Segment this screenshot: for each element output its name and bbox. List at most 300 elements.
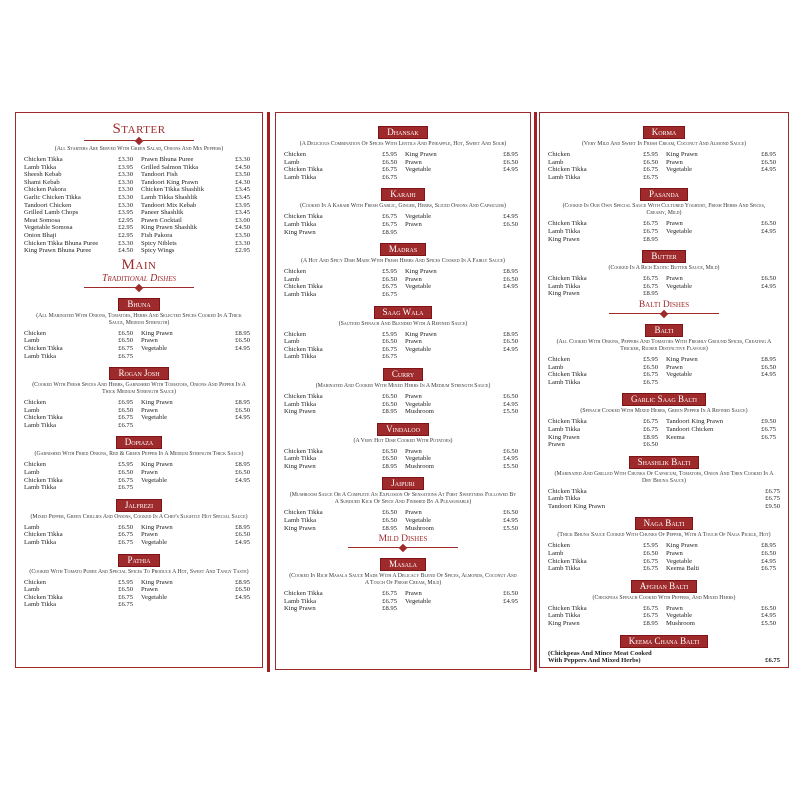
price: £3.95: [118, 163, 133, 171]
dish-name: Vegetable: [405, 400, 431, 408]
price: £4.95: [235, 476, 250, 484]
dish-name: Lamb Tikka: [548, 495, 581, 503]
balti-dishes-heading: Balti Dishes: [638, 299, 690, 310]
dish-name: King Prawn: [284, 408, 316, 416]
price: £6.75: [382, 220, 397, 228]
price: £4.30: [235, 178, 250, 186]
dish-name: Chicken Tikka: [548, 557, 587, 565]
dish-name: Vegetable: [405, 283, 431, 291]
dish-name: Chicken Tikka: [24, 476, 63, 484]
dish-name: Lamb: [548, 158, 564, 166]
price: £5.95: [643, 542, 658, 550]
section-banner: [24, 550, 254, 568]
dish-name: Prawn: [666, 220, 683, 228]
menu-column-1: [15, 112, 263, 668]
price: £6.75: [643, 612, 658, 620]
price: £5.50: [503, 524, 518, 532]
starter-heading: Starter: [112, 121, 166, 137]
dish-name: Lamb Tikka: [284, 517, 317, 525]
price: £4.95: [761, 612, 776, 620]
section-banner: [548, 320, 780, 338]
price: £8.95: [382, 605, 397, 613]
price: £6.50: [118, 586, 133, 594]
dish-name: Prawn: [405, 220, 422, 228]
price: £9.50: [765, 502, 780, 510]
price: £5.95: [118, 578, 133, 586]
price-list: [284, 509, 522, 532]
section-description: (A Very Hot Dish Cooked With Potatoes): [353, 437, 453, 444]
section-title: Dopiaza: [116, 436, 163, 449]
price: £5.95: [643, 355, 658, 363]
dish-name: Lamb: [24, 337, 40, 345]
price: £6.75: [118, 344, 133, 352]
price: £5.50: [503, 462, 518, 470]
dish-name: Lamb: [24, 406, 40, 414]
price: £6.50: [643, 158, 658, 166]
dish-name: Vegetable: [141, 593, 167, 601]
price: £6.50: [503, 338, 518, 346]
dish-name: Lamb: [24, 523, 40, 531]
section-title: Saag Wala: [374, 306, 433, 319]
dish-name: Chicken Tikka: [24, 344, 63, 352]
price: £8.95: [761, 355, 776, 363]
dish-name: Chicken Tikka: [284, 392, 323, 400]
section-description: (All Cooked With Onions, Peppers And Tomatoes With Freshly Ground Spices, Creating A Thicker, Richer Distinctive Flavour): [556, 338, 772, 352]
dish-name: Lamb Tikka: [284, 455, 317, 463]
dish-name: Tandoori King Prawn: [548, 502, 606, 510]
price: £3.30: [235, 156, 250, 163]
price: £6.50: [503, 447, 518, 455]
dish-name: Prawn: [141, 469, 158, 477]
price: £8.95: [382, 228, 397, 236]
price: £8.95: [761, 151, 776, 158]
dish-name: Prawn: [141, 531, 158, 539]
price: £6.50: [118, 406, 133, 414]
main-subheading: Traditional Dishes: [101, 272, 176, 284]
price: £6.50: [761, 363, 776, 371]
section-title: Balti: [645, 324, 682, 337]
price: £4.50: [235, 163, 250, 171]
dish-name: Tandoori Mix Kebab: [141, 201, 197, 209]
dish-name: Chicken Tikka: [548, 220, 587, 228]
section-title: Shashlik Balti: [629, 456, 700, 469]
dish-name: Tandoori King Prawn: [666, 418, 724, 426]
price: £6.75: [643, 166, 658, 174]
price-list: [284, 331, 522, 361]
price-list: [548, 488, 780, 511]
dish-name: Chicken: [24, 461, 46, 469]
section-description: (Garnished With Fried Onions, Red & Green Pepper In A Medium Strength Thick Sauce): [34, 451, 244, 458]
dish-name: Tandoori Fish: [141, 171, 178, 179]
dish-name: Spicy Niblets: [141, 239, 177, 247]
price-list: [24, 156, 254, 255]
price: £6.50: [235, 586, 250, 594]
dish-name: Mushroom: [405, 462, 434, 470]
section-banner: [24, 495, 254, 513]
price: £5.95: [118, 461, 133, 469]
dish-name: Vegetable: [666, 166, 692, 174]
section-description: (Marinated And Cooked With Mixed Herbs In A Medium Strength Sauce): [315, 382, 491, 389]
section-description: (Spinach Cooked With Mixed Herbs, Green Pepper In A Refined Sauce): [580, 408, 748, 415]
price: £4.95: [761, 227, 776, 235]
price-list: [284, 448, 522, 471]
dish-name: Lamb Tikka: [548, 378, 581, 386]
dish-name: Chicken Tikka: [284, 283, 323, 291]
dish-name: King Prawn: [405, 151, 437, 158]
dish-name: Chicken: [24, 329, 46, 337]
price: £3.50: [235, 171, 250, 179]
dish-name: Tandoori Chicken: [24, 201, 72, 209]
price: £6.75: [643, 418, 658, 426]
price: £3.95: [235, 201, 250, 209]
dish-name: Lamb Tikka: [548, 565, 581, 573]
dish-name: Grilled Lamb Chops: [24, 209, 79, 217]
dish-name: King Prawn Shashlik: [141, 224, 198, 232]
dish-name: Chicken: [548, 542, 570, 550]
price: £8.95: [235, 523, 250, 531]
price: £6.50: [118, 329, 133, 337]
price: £3.45: [235, 186, 250, 194]
dish-name: Prawn: [405, 275, 422, 283]
price: £5.95: [382, 268, 397, 276]
dish-name: [141, 422, 231, 430]
section-banner: [284, 473, 522, 491]
price-list: [24, 461, 254, 491]
dish-name: Chicken: [548, 355, 570, 363]
section-title: Masala: [380, 558, 426, 571]
price: £8.95: [643, 290, 658, 298]
dish-name: Prawn: [666, 604, 683, 612]
price: £8.95: [503, 151, 518, 158]
price: £5.50: [761, 620, 776, 628]
section-description: (Cooked With Tomato Puree And Special Spices To Produce A Hot, Sweet And Tangy Taste): [29, 568, 249, 575]
dish-name: Lamb Tikka: [548, 425, 581, 433]
price: £4.95: [235, 414, 250, 422]
section-title: Pasanda: [640, 188, 688, 201]
section-title: Karahi: [381, 188, 425, 201]
dish-name: [666, 441, 757, 449]
section-title: Curry: [383, 368, 423, 381]
section-description: (Cooked In A Karahi With Fresh Garlic, Ginger, Herbs, Sliced Onions And Capsicums): [300, 203, 506, 210]
section-title: Jaipuri: [382, 477, 424, 490]
dish-name: Prawn: [666, 275, 683, 283]
price: £6.75: [382, 353, 397, 361]
dish-name: Chicken: [548, 151, 570, 158]
price: £3.50: [235, 231, 250, 239]
price: £6.75: [118, 593, 133, 601]
dish-name: King Prawn: [405, 330, 437, 338]
dish-name: Chicken Tikka: [24, 414, 63, 422]
dish-name: [141, 353, 231, 361]
price: £4.95: [503, 283, 518, 291]
price: £8.95: [382, 524, 397, 532]
price: £2.95: [118, 231, 133, 239]
dish-name: Chicken: [284, 330, 306, 338]
dish-name: Meat Somosa: [24, 216, 61, 224]
dish-name: Lamb: [24, 586, 40, 594]
price: [503, 174, 522, 182]
dish-name: Paneer Shashlik: [141, 209, 184, 217]
dish-name: Spicy Wings: [141, 247, 175, 255]
dish-name: Keema: [666, 433, 685, 441]
dish-name: Lamb Tikka: [548, 227, 581, 235]
price: £6.50: [503, 275, 518, 283]
price: £3.45: [235, 193, 250, 201]
dish-name: King Prawn: [141, 329, 173, 337]
dish-name: [666, 290, 757, 298]
price: £6.75: [382, 345, 397, 353]
price: [503, 229, 522, 237]
dish-name: Lamb: [284, 338, 300, 346]
price: £2.95: [118, 224, 133, 232]
dish-name: Chicken Tikka: [548, 487, 587, 495]
price: £8.95: [235, 329, 250, 337]
dish-name: Vegetable: [666, 227, 692, 235]
price: £8.95: [503, 268, 518, 276]
mild-dishes-heading: Mild Dishes: [378, 534, 428, 545]
price: [503, 291, 522, 299]
price: £6.75: [382, 597, 397, 605]
dish-name: [405, 174, 499, 182]
section-banner: [548, 184, 780, 202]
dish-name: Mushroom: [405, 408, 434, 416]
price: £6.75: [643, 557, 658, 565]
dish-name: [141, 601, 231, 609]
price: £2.95: [118, 216, 133, 224]
dish-name: Tandoori Chicken: [666, 425, 714, 433]
price: £6.50: [382, 338, 397, 346]
price: [761, 236, 780, 244]
section-banner: [284, 122, 522, 140]
price-list: [548, 605, 780, 628]
dish-name: King Prawn: [548, 620, 580, 628]
price: £6.50: [643, 550, 658, 558]
price: £3.30: [118, 239, 133, 247]
price-list: [24, 399, 254, 429]
dish-name: Vegetable: [666, 282, 692, 290]
price: £6.75: [643, 565, 658, 573]
dish-name: Vegetable: [405, 213, 431, 221]
dish-name: Grilled Salmon Tikka: [141, 163, 199, 171]
dish-name: Mushroom: [405, 524, 434, 532]
dish-name: Chicken Tikka: [24, 593, 63, 601]
section-description: (Cooked In Our Own Special Sauce With Cultured Yoghurt, Fresh Herbs And Spices, Creamy, Mild): [562, 203, 766, 217]
dish-name: Lamb Tikka: [284, 220, 317, 228]
price: [503, 605, 522, 613]
dish-name: Chicken Tikka Shashlik: [141, 186, 205, 194]
price: £6.50: [382, 275, 397, 283]
section-banner: [284, 239, 522, 257]
price: £5.95: [382, 151, 397, 158]
price: £4.95: [503, 166, 518, 174]
section-banner: [24, 294, 254, 312]
price: £6.50: [761, 158, 776, 166]
dish-name: Vegetable: [141, 476, 167, 484]
section-banner: [284, 419, 522, 437]
dish-name: King Prawn: [666, 542, 698, 550]
dish-name: Lamb: [284, 158, 300, 166]
column-divider-right: [534, 112, 537, 672]
section-description: (Thick Bhuna Sauce Cooked With Chunks Of Pepper, With A Touch Of Naga Pickle, Hot): [557, 532, 771, 539]
price: £4.50: [118, 247, 133, 255]
section-banner: [284, 302, 522, 320]
price-list: [24, 524, 254, 547]
dish-name: Sheesh Kebab: [24, 171, 62, 179]
price: £6.50: [382, 158, 397, 166]
price: £6.50: [235, 469, 250, 477]
price: £8.95: [235, 578, 250, 586]
dish-name: Chicken Tikka: [284, 345, 323, 353]
section-description: (Sauteed Spinach And Blended With A Refined Sauce): [338, 320, 468, 327]
price: £6.75: [382, 166, 397, 174]
dish-name: Chicken Pakora: [24, 186, 66, 194]
ornament-divider: [84, 285, 194, 291]
dish-name: Lamb Tikka: [24, 421, 57, 429]
dish-name: Chicken Tikka: [548, 604, 587, 612]
dish-name: Chicken Tikka: [284, 509, 323, 517]
dish-name: Lamb Tikka: [284, 173, 317, 181]
price: £6.75: [118, 539, 133, 547]
price: £4.95: [503, 213, 518, 221]
price: £6.75: [382, 213, 397, 221]
price: £6.75: [643, 173, 658, 181]
dish-name: Prawn: [405, 392, 422, 400]
dish-name: Vegetable Somosa: [24, 224, 73, 232]
price: £6.75: [643, 378, 658, 386]
section-description: (Cooked In Rich Masala Sauce Made With A Delicacy Blend Of Spices, Almonds, Coconut And A Touch Of Fresh Cream, Mild): [289, 573, 517, 587]
dish-name: Vegetable: [141, 539, 167, 547]
price: [503, 353, 522, 361]
dish-name: Lamb: [284, 275, 300, 283]
price: £6.50: [235, 337, 250, 345]
section-banner: [548, 246, 780, 264]
section-banner: [284, 184, 522, 202]
price: £6.50: [118, 469, 133, 477]
dish-name: Chicken: [24, 578, 46, 586]
price: £8.95: [643, 620, 658, 628]
dish-name: Vegetable: [666, 371, 692, 379]
keema-chana-line: [548, 657, 780, 665]
price: £6.75: [643, 220, 658, 228]
price: £8.95: [503, 330, 518, 338]
price: £3.30: [118, 201, 133, 209]
dish-name: Prawn: [405, 509, 422, 517]
dish-name: [405, 353, 499, 361]
section-banner: [548, 122, 780, 140]
price: £4.95: [761, 371, 776, 379]
section-banner: [548, 631, 780, 649]
section-description: (A Delicious Combination Of Spices With Lentils And Pineapple, Hot, Sweet And Sour): [299, 141, 507, 147]
dish-name: Chicken Tikka: [284, 166, 323, 174]
price: £6.50: [503, 509, 518, 517]
dish-name: Chicken: [24, 399, 46, 407]
price-list: [548, 275, 780, 298]
dish-name: Vegetable: [405, 345, 431, 353]
section-title: Vindaloo: [377, 423, 429, 436]
dish-name: King Prawn: [548, 433, 580, 441]
price: £6.50: [503, 590, 518, 598]
price: £6.75: [643, 371, 658, 379]
dish-name: [666, 236, 757, 244]
dish-name: King Prawn: [666, 355, 698, 363]
price: £6.75: [643, 275, 658, 283]
dish-name: King Prawn: [284, 524, 316, 532]
dish-name: Prawn: [405, 447, 422, 455]
price-list: [284, 213, 522, 236]
price: £3.45: [235, 209, 250, 217]
price: [761, 379, 780, 387]
dish-name: Lamb Tikka: [548, 612, 581, 620]
price: £6.75: [761, 425, 776, 433]
dish-name: King Prawn: [548, 290, 580, 298]
price-list: [284, 268, 522, 298]
price: £6.75: [118, 531, 133, 539]
price: £6.75: [765, 495, 780, 503]
price: £6.50: [761, 275, 776, 283]
price: [761, 290, 780, 298]
dish-name: [666, 174, 757, 182]
price: £6.50: [235, 531, 250, 539]
section-description: (Marinated And Grilled With Chunks Of Capsicum, Tomatoes, Onion And Then Cooked In A Dry Bhuna Sauce): [554, 470, 774, 484]
dish-name: [141, 484, 231, 492]
section-description: (Chickpeas Spinach Cooked With Peppers, And Mixed Herbs): [592, 594, 736, 601]
price: [761, 174, 780, 182]
price: £6.75: [118, 601, 133, 609]
dish-name: Lamb Tikka: [284, 597, 317, 605]
dish-name: King Prawn: [666, 151, 698, 158]
dish-name: Chicken Tikka: [548, 275, 587, 283]
dish-name: [666, 379, 757, 387]
price: £6.75: [765, 487, 780, 495]
price: £2.95: [235, 247, 250, 255]
dish-name: Prawn: [141, 586, 158, 594]
section-title: Garlic Saag Balti: [622, 393, 706, 406]
price: [235, 422, 254, 430]
price: £3.95: [118, 209, 133, 217]
price: £6.75: [382, 590, 397, 598]
price: £3.30: [118, 171, 133, 179]
price: £6.50: [382, 517, 397, 525]
dish-name: Prawn: [405, 590, 422, 598]
dish-name: King Prawn: [405, 268, 437, 276]
section-banner: [548, 576, 780, 594]
section-banner: [548, 513, 780, 531]
price: £3.30: [118, 186, 133, 194]
section-title: Pathia: [118, 554, 159, 567]
price: £6.50: [643, 441, 658, 449]
main-heading: Main: [121, 256, 157, 273]
price-list: [548, 542, 780, 572]
price: £6.75: [118, 352, 133, 360]
dish-name: [405, 291, 499, 299]
price: £4.95: [503, 597, 518, 605]
price: £6.50: [761, 604, 776, 612]
dish-name: Chicken Tikka: [548, 371, 587, 379]
price: £4.95: [235, 593, 250, 601]
section-banner: [284, 364, 522, 382]
section-title: Bhuna: [118, 298, 159, 311]
price: £6.75: [643, 227, 658, 235]
dish-name: King Prawn: [141, 523, 173, 531]
dish-name: King Prawn: [141, 399, 173, 407]
dish-name: Vegetable: [141, 414, 167, 422]
price: £6.75: [382, 290, 397, 298]
price: £8.95: [382, 408, 397, 416]
price-list: [284, 393, 522, 416]
section-description: (Cooked With Fresh Spices And Herbs, Garnished With Tomatoes, Onions And Pepper In A Thick Medium Strength Sauce): [32, 382, 246, 396]
price: £8.95: [761, 542, 776, 550]
price-list: [24, 579, 254, 609]
